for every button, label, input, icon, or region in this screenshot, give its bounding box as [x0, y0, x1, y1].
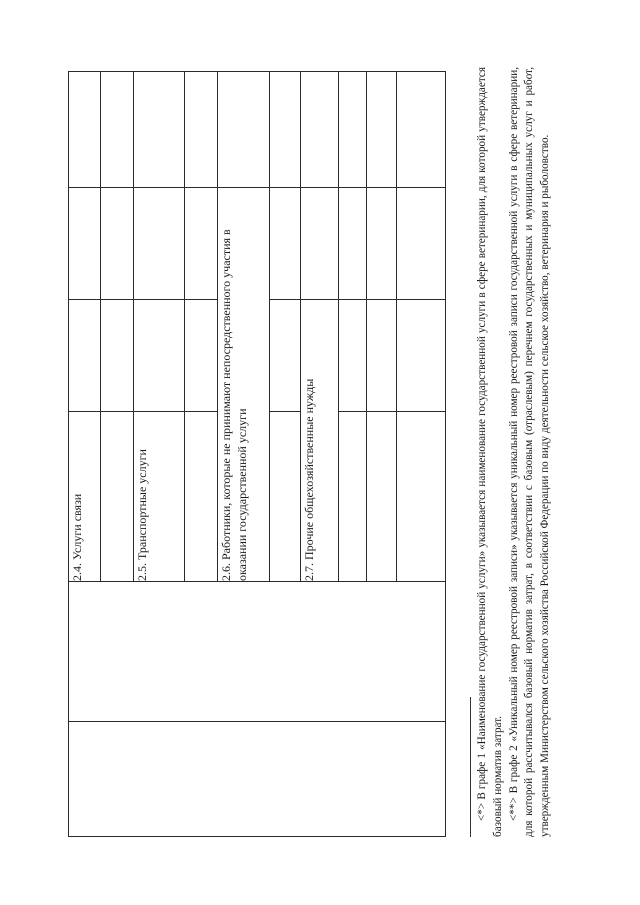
cost-norms-table — [68, 71, 446, 837]
table-cell — [367, 412, 397, 582]
table-cell — [101, 300, 134, 412]
row-label-communication: 2.4. Услуги связи — [69, 412, 101, 582]
table-cell — [270, 188, 301, 300]
table-cell — [397, 412, 446, 582]
table-cell — [69, 188, 101, 300]
row-label-other: 2.7. Прочие общехозяйственные нужды — [301, 300, 339, 582]
table-cell — [397, 300, 446, 412]
table-cell — [69, 72, 101, 188]
footnote-separator — [470, 697, 471, 837]
table-cell — [134, 300, 185, 412]
row-label-staff: 2.6. Работники, которые не принимают непосредственного участия в оказании государственной услуги — [218, 188, 270, 582]
table-cell — [134, 188, 185, 300]
table-cell — [185, 300, 218, 412]
table-cell — [339, 412, 367, 582]
table-cell — [218, 72, 270, 188]
table-cell — [367, 188, 397, 300]
table-cell — [367, 300, 397, 412]
table-cell — [185, 412, 218, 582]
table-cell — [270, 412, 301, 582]
table-cell — [69, 300, 101, 412]
footnote-1: <*> В графе 1 «Наименование государственной услуги» указывается наименование государственной услуги в сфере ветеринарии, для которой утверждается базовый норматив затрат. — [476, 67, 504, 837]
table-cell — [367, 72, 397, 188]
table-cell — [270, 300, 301, 412]
table-cell — [397, 72, 446, 188]
table-cell-registry-number — [69, 582, 446, 722]
table-cell — [339, 300, 367, 412]
table-cell — [301, 72, 339, 188]
table-cell — [301, 188, 339, 300]
row-label-transport: 2.5. Транспортные услуги — [134, 412, 185, 582]
footnotes — [470, 67, 554, 837]
table-cell — [134, 72, 185, 188]
table-cell-service-name — [69, 722, 446, 837]
table-cell — [397, 188, 446, 300]
table-cell — [101, 412, 134, 582]
table-cell — [101, 188, 134, 300]
table-cell — [270, 72, 301, 188]
table-cell — [185, 72, 218, 188]
table-cell — [185, 188, 218, 300]
table-cell — [101, 72, 134, 188]
table-row — [69, 72, 101, 837]
table-cell — [339, 188, 367, 300]
table-cell — [339, 72, 367, 188]
footnote-2: <**> В графе 2 «Уникальный номер реестровой записи» указывается уникальный номер реестровой записи государственной услуги в сфере ветеринарии, для которой рассчитывался базовый норматив затрат, в соответствии с базовым (отраслевым) перечнем государственных и муниципальных услуг и работ, утвержденным Министерством сельского хозяйства Российской Федерации по виду деятельности сельское хозяйство, ветеринария и рыболовство. — [507, 67, 552, 837]
